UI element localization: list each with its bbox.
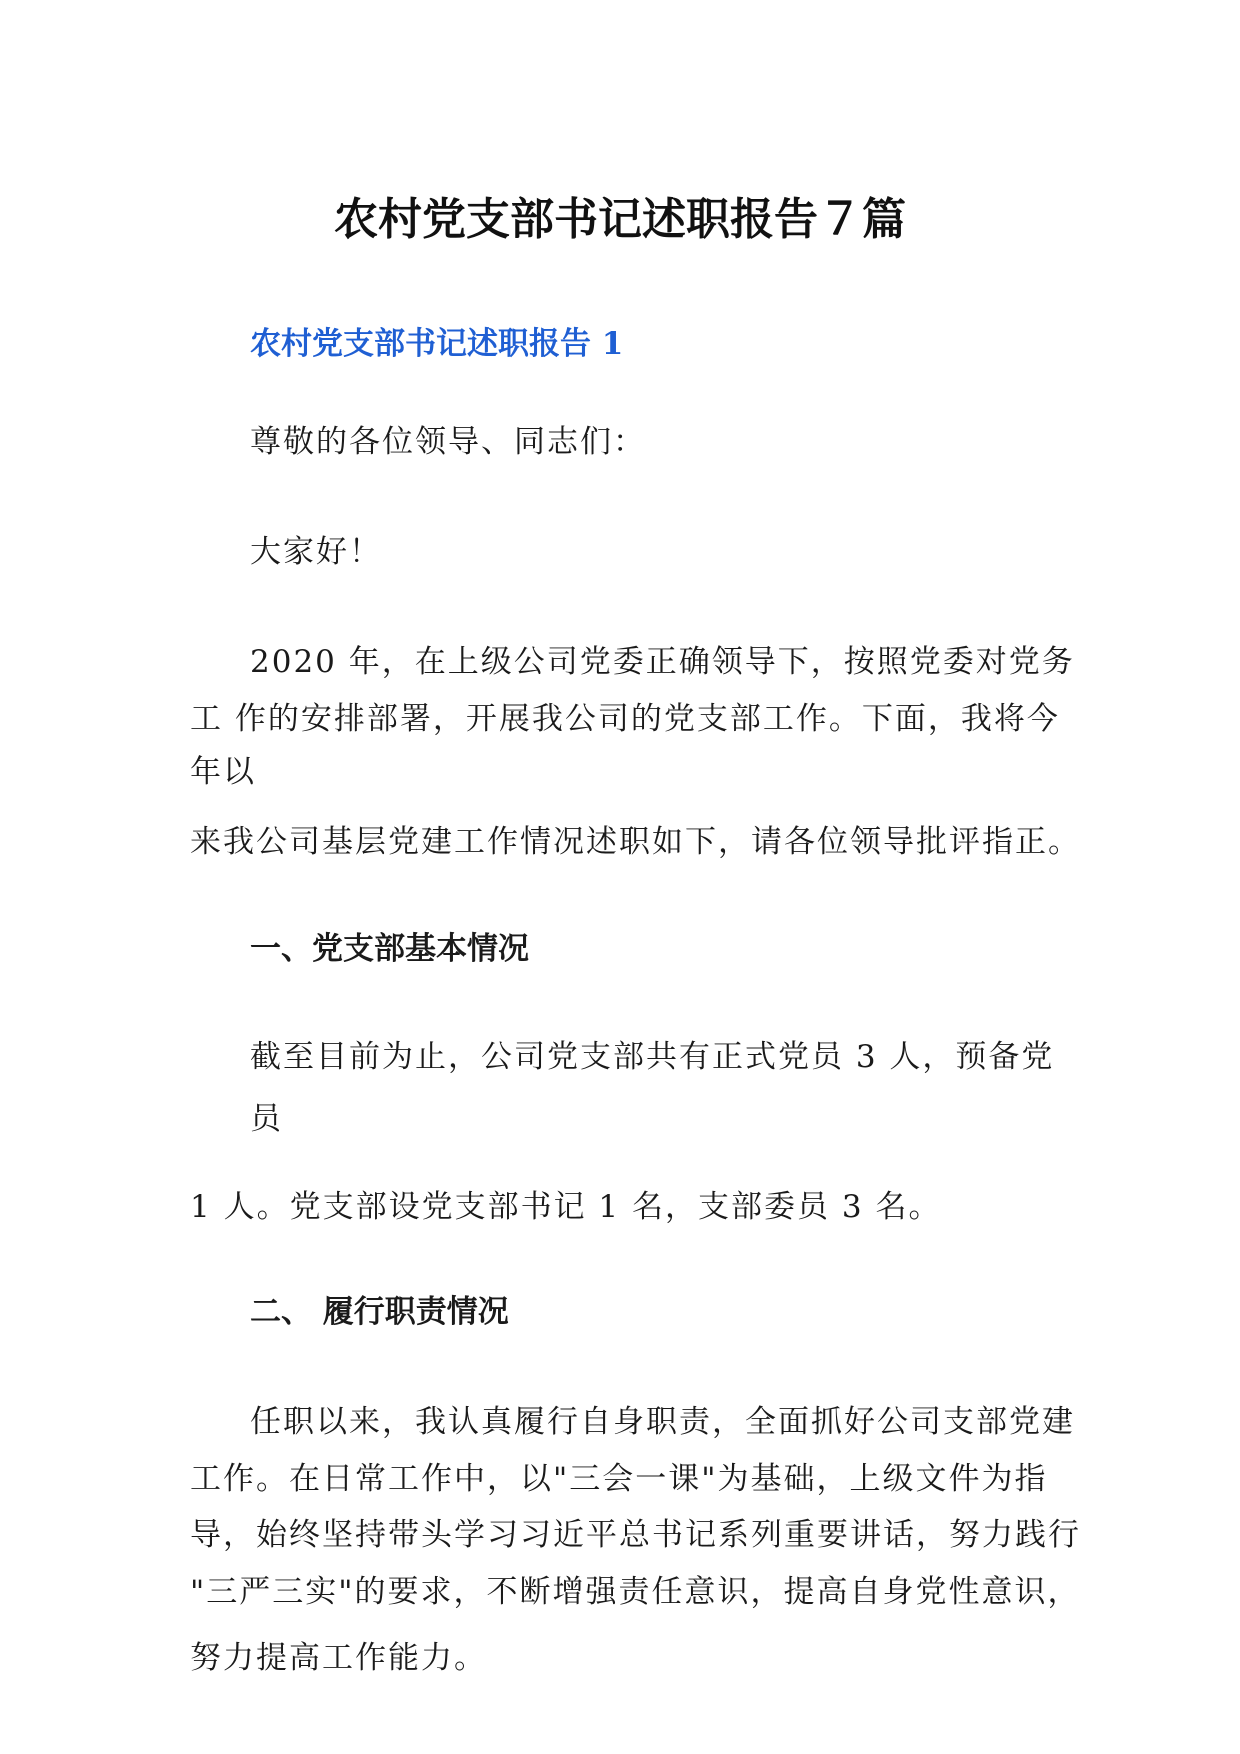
section-2-heading: 二、 履行职责情况 [250, 1294, 509, 1330]
section-1-heading: 一、党支部基本情况 [250, 931, 529, 967]
section-1-line-1: 截至目前为止，公司党支部共有正式党员 3 人，预备党 [250, 1039, 1055, 1075]
section-2-line-2: 工作。在日常工作中，以"三会一课"为基础，上级文件为指 [190, 1461, 1048, 1497]
section-2-line-4: "三严三实"的要求，不断增强责任意识，提高自身党性意识， [190, 1574, 1081, 1610]
intro-line-1: 2020 年，在上级公司党委正确领导下，按照党委对党务 [250, 644, 1075, 680]
salutation: 尊敬的各位领导、同志们： [250, 424, 646, 460]
section-2-line-5: 努力提高工作能力。 [190, 1640, 487, 1676]
document-title: 农村党支部书记述职报告７篇 [334, 194, 906, 245]
section-1-line-2: 员 [250, 1101, 283, 1137]
section-2-line-1: 任职以来，我认真履行自身职责，全面抓好公司支部党建 [250, 1404, 1075, 1440]
intro-line-3: 年以 [190, 754, 256, 790]
intro-line-2: 工 作的安排部署，开展我公司的党支部工作。下面，我将今 [190, 701, 1060, 737]
section-1-line-3: 1 人。党支部设党支部书记 1 名，支部委员 3 名。 [190, 1189, 942, 1225]
section-2-line-3: 导，始终坚持带头学习习近平总书记系列重要讲话，努力践行 [190, 1517, 1081, 1553]
intro-line-4: 来我公司基层党建工作情况述职如下，请各位领导批评指正。 [190, 824, 1081, 860]
greeting: 大家好！ [250, 534, 382, 570]
report-subtitle: 农村党支部书记述职报告 1 [250, 326, 624, 362]
